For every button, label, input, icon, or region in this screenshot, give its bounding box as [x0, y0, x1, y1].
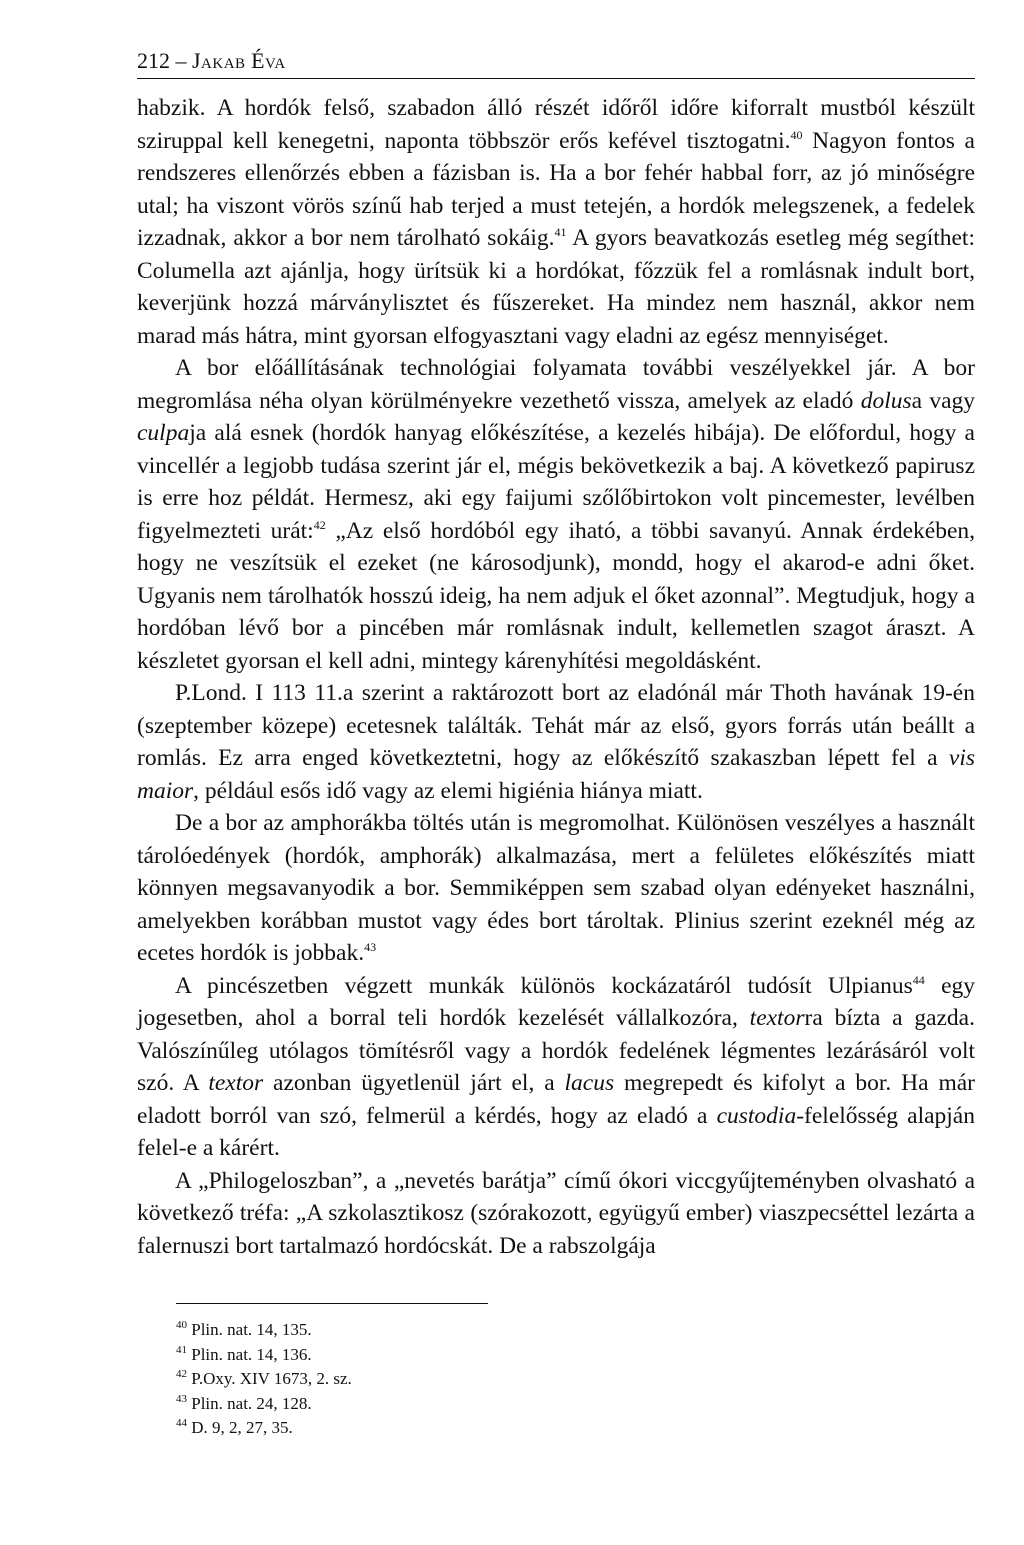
footnote-item: [176, 1318, 776, 1343]
italic-term: textor: [208, 1070, 264, 1096]
header-author-first: Jakab: [192, 48, 246, 73]
text-run: P.Lond. I 113 11.a szerint a raktározott bort az eladónál már Thoth havának 19-én (szeptember közepe) ecetesnek találták. Tehát már az első, gyors forrás után beállt a romlás. Ez arra enged következtetni, hogy az előkészítő szakaszban lépett fel a: [137, 680, 975, 771]
footnote-reference: 40: [790, 127, 803, 142]
italic-term: lacus: [564, 1070, 615, 1096]
footnote-number: 44: [176, 1417, 187, 1429]
text-run: megrepedt és kifolyt a bor. Ha már eladott borról van szó, felmerül a kérdés, hogy az eladó a: [137, 1070, 975, 1129]
footnote-text: P.Oxy. XIV 1673, 2. sz.: [187, 1369, 352, 1388]
text-run: a vagy: [911, 387, 975, 414]
italic-term: textor: [749, 1005, 805, 1031]
text-run: egy jogesetben, ahol a borral teli hordók kezelését vállalkozóra,: [137, 972, 975, 1031]
paragraph: [137, 1165, 975, 1263]
text-run: De a bor az amphorákba töltés után is megromolhat. Különösen veszélyes a használt tárolóedények (hordók, amphorák) alkalmazása, mert a felületes előkészítés miatt könnyen megsavanyodik a bor. Semmiképpen sem szabad olyan edényeket használni, amelyekben korábban mustot vagy édes bort tároltak. Plinius szerint ezeknél még az ecetes hordók is jobbak.: [137, 810, 975, 966]
text-run: , például esős idő vagy az elemi higiénia hiánya miatt.: [193, 777, 703, 804]
footnote-text: D. 9, 2, 27, 35.: [187, 1418, 293, 1437]
footnote-number: 43: [176, 1392, 187, 1405]
running-header: [137, 44, 975, 79]
footnote-text: Plin. nat. 24, 128.: [187, 1393, 312, 1413]
footnotes: [176, 1318, 776, 1441]
footnote-item: [176, 1343, 776, 1368]
text-run: A „Philogeloszban”, a „nevetés barátja” című ókori viccgyűjteményben olvasható a következő tréfa: „A szkolasztikosz (szórakozott, együgyű ember) viaszpecséttel lezárta a falernuszi bort tartalmazó hordócskát. De a rabszolgája: [137, 1167, 975, 1259]
text-run: A bor előállításának technológiai folyamata további veszélyekkel jár. A bor megromlása néha olyan körülményekre vezethető vissza, amelyek az eladó: [137, 355, 975, 414]
italic-term: culpa: [137, 420, 190, 446]
footnote-item: [176, 1416, 776, 1441]
page-number: 212: [137, 48, 170, 73]
footnote-item: [176, 1392, 776, 1417]
header-separator: –: [170, 48, 192, 73]
footnote-reference: 43: [364, 940, 377, 954]
footnote-rule: [176, 1303, 488, 1304]
italic-term: vis maior: [137, 745, 975, 804]
footnote-reference: 42: [313, 517, 326, 532]
footnote-item: [176, 1367, 776, 1392]
paragraph: [137, 92, 975, 352]
text-run: -felelősség alapján felel-e a kárért.: [137, 1102, 975, 1161]
paragraph: [137, 677, 975, 807]
body-text: [137, 92, 975, 1262]
text-run: ja alá esnek (hordók hanyag előkészítése, a kezelés hibája). De előfordul, hogy a vincellér a legjobb tudása szerint jár el, mégis bekövetkezik a baj. A következő papirusz is erre hoz példát. Hermesz, aki egy faijumi szőlőbirtokon volt pincemester, levélben figyelmezteti urát:: [137, 420, 975, 544]
footnote-reference: 44: [912, 972, 925, 987]
text-run: ra bízta a gazda. Valószínűleg utólagos tömítésről vagy a hordók fedelének légmentes lezárásáról volt szó. A: [137, 1005, 975, 1096]
text-run: A gyors beavatkozás esetleg még segíthet: Columella azt ajánlja, hogy ürítsük ki a hordókat, főzzük fel a romlásnak indult bort, keverjünk hozzá márványlisztet és fűszereket. Ha mindez nem használ, akkor nem marad más hátra, mint gyorsan elfogyasztani vagy eladni az egész mennyiséget.: [137, 225, 975, 349]
text-run: Nagyon fontos a rendszeres ellenőrzés ebben a fázisban is. Ha a bor fehér habbal forr, az jó minőségre utal; ha viszont vörös színű hab terjed a must tetején, a hordók melegszenek, a fedelek izzadnak, akkor a bor nem tárolható sokáig.: [137, 127, 975, 251]
footnote-text: Plin. nat. 14, 136.: [187, 1344, 312, 1364]
footnote-text: Plin. nat. 14, 135.: [187, 1320, 312, 1339]
text-run: „Az első hordóból egy iható, a többi savanyú. Annak érdekében, hogy ne veszítsük el ezeket (ne károsodjunk), mondd, hogy el akarod-e adni őket. Ugyanis nem tárolhatók hosszú ideig, ha nem adjuk el őket azonnal”. Megtudjuk, hogy a hordóban lévő bor a pincében már romlásnak indult, kellemetlen szagot áraszt. A készletet gyorsan el kell adni, mintegy kárenyhítési megoldásként.: [137, 517, 975, 674]
footnote-number: 42: [176, 1368, 187, 1380]
header-author-second: Éva: [251, 48, 286, 73]
footnote-number: 41: [176, 1343, 187, 1356]
text-run: azonban ügyetlenül járt el, a: [263, 1070, 565, 1096]
paragraph: [137, 807, 975, 970]
italic-term: dolus: [860, 387, 912, 414]
text-run: habzik. A hordók felső, szabadon álló részét időről időre kiforralt mustból készült sziruppal kell kenegetni, naponta többször erős kefével tisztogatni.: [137, 95, 975, 154]
footnote-number: 40: [176, 1319, 187, 1331]
paragraph: [137, 970, 975, 1165]
text-run: A pincészetben végzett munkák különös kockázatáról tudósít Ulpianus: [175, 972, 913, 999]
italic-term: custodia: [716, 1102, 797, 1129]
paragraph: [137, 352, 975, 677]
footnote-reference: 41: [554, 225, 567, 239]
